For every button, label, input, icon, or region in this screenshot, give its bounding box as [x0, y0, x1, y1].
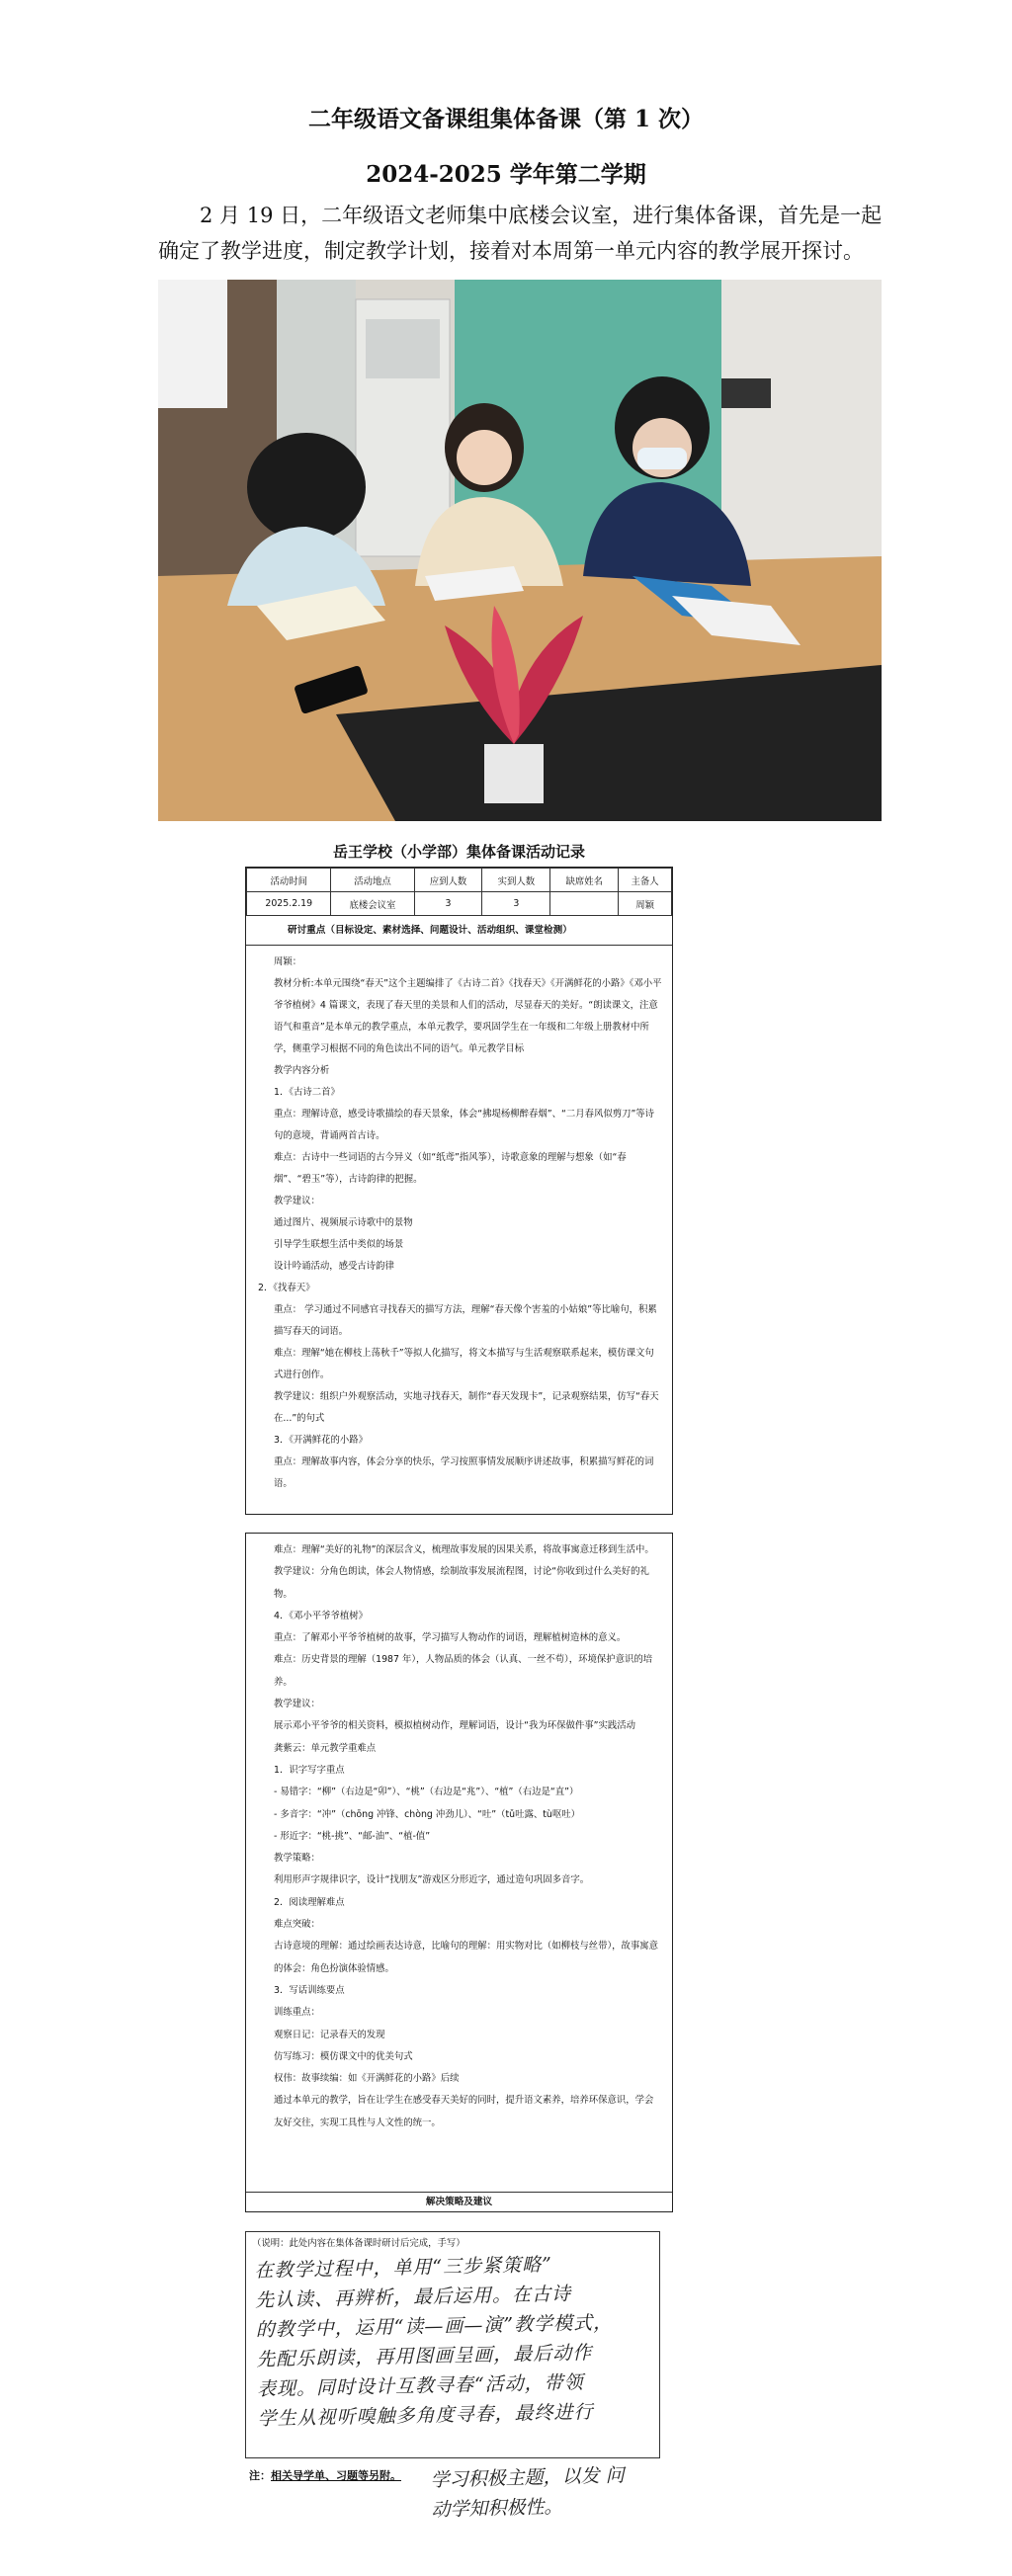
table-header-cell: 活动时间 — [247, 869, 331, 892]
record-line: 难点：理解“她在柳枝上荡秋千”等拟人化描写，将文本描写与生活观察联系起来，模仿课文句式进行创作。 — [274, 1348, 654, 1380]
record-line: 古诗意境的理解：通过绘画表达诗意，比喻句的理解：用实物对比（如柳枝与丝带），故事寓意的体会：角色扮演体验情感。 — [274, 1941, 659, 1974]
table-header-cell: 应到人数 — [414, 869, 482, 892]
record-line: 重点：理解诗意，感受诗歌描绘的春天景象，体会“拂堤杨柳醉春烟”、“二月春风似剪刀”等诗句的意境，背诵两首古诗。 — [274, 1109, 655, 1141]
record-line: 难点突破： — [274, 1919, 320, 1931]
record-line: 通过本单元的教学，旨在让学生在感受春天美好的同时，提升语文素养，培养环保意识，学会友好交往，实现工具性与人文性的统一。 — [274, 2095, 654, 2128]
handwritten-line: 在教学过程中，单用“三步紧策略” — [254, 2253, 553, 2283]
note-text: 相关导学单、习题等另附。 — [271, 2469, 401, 2482]
handwritten-note-box — [245, 2231, 660, 2458]
record-line: 教学建议： — [274, 1196, 320, 1206]
solution-heading: 解决策略及建议 — [246, 2192, 672, 2211]
record-line: 1．《古诗二首》 — [274, 1087, 340, 1098]
record-line: 教材分析:本单元围绕“春天”这个主题编排了《古诗二首》《找春天》《开满鲜花的小路》《邓小平爷爷植树》4 篇课文，表现了春天里的美景和人们的活动，尽显春天的美好。“朗读课文，注意语气和重音”是本单元的教学重点，本单元教学，要巩固学生在一年级和二年级上册教材中所学，侧重学习根据不同的角色读出不同的语气。单元教学目标 — [274, 978, 662, 1054]
record-form-title: 岳王学校（小学部）集体备课活动记录 — [332, 843, 585, 861]
attachment-note — [249, 2467, 401, 2483]
handwritten-line: 动学知积极性。 — [431, 2495, 563, 2522]
handwritten-line: 表现。同时设计互教寻春“活动，带领 — [256, 2371, 584, 2401]
record-line: 3．《开满鲜花的小路》 — [274, 1435, 369, 1446]
record-line: 教学策略： — [274, 1853, 320, 1865]
record-line: 2．阅读理解难点 — [274, 1896, 345, 1908]
record-line: 利用形声字规律识字，设计“找朋友”游戏区分形近字，通过造句巩固多音字。 — [274, 1874, 590, 1886]
record-line: 3．写话训练要点 — [274, 1984, 345, 1996]
hand-caption: （说明：此处内容在集体备课时研讨后完成，手写） — [252, 2238, 465, 2249]
record-line: 权伟：故事续编：如《开满鲜花的小路》后续 — [274, 2073, 460, 2085]
handwritten-line: 先配乐朗读，再用图画呈画，最后动作 — [256, 2342, 593, 2371]
handwritten-line: 学生从视听嗅触多角度寻春，最终进行 — [257, 2401, 594, 2431]
record-line: 教学建议：组织户外观察活动，实地寻找春天，制作“春天发现卡”，记录观察结果，仿写“春天在...”的句式 — [274, 1391, 659, 1424]
record-line: 观察日记：记录春天的发现 — [274, 2029, 385, 2040]
record-line: 重点：了解邓小平爷爷植树的故事，学习描写人物动作的词语，理解植树造林的意义。 — [274, 1632, 627, 1644]
record-line: 龚紫云：单元教学重难点 — [274, 1742, 377, 1754]
record-line: 训练重点： — [274, 2007, 320, 2019]
record-line: 周颖： — [274, 956, 302, 967]
table-cell: 底楼会议室 — [331, 892, 414, 916]
record-line: 1．识字写字重点 — [274, 1764, 345, 1776]
handwritten-line: 的教学中，运用“读—画—演”教学模式， — [255, 2311, 614, 2342]
record-line: 重点：理解故事内容，体会分享的快乐，学习按照事情发展顺序讲述故事，积累描写鲜花的词语。 — [274, 1456, 654, 1489]
record-line: 难点：理解“美好的礼物”的深层含义，梳理故事发展的因果关系，将故事寓意迁移到生活中。 — [274, 1544, 654, 1555]
record-line: 2．《找春天》 — [258, 1283, 315, 1293]
table-cell: 周颖 — [619, 892, 672, 916]
record-line: 教学建议： — [274, 1699, 320, 1710]
handwritten-line: 先认读、再辨析，最后运用。在古诗 — [254, 2283, 572, 2312]
record-line: 难点：古诗中一些词语的古今异义（如“纸鸢”指风筝），诗歌意象的理解与想象（如“春烟”、“碧玉”等），古诗韵律的把握。 — [274, 1152, 627, 1185]
record-form-page-2 — [245, 1533, 673, 2212]
research-focus-heading: 研讨重点（目标设定、素材选择、问题设计、活动组织、课堂检测） — [246, 916, 672, 946]
record-line: 仿写练习：模仿课文中的优美句式 — [274, 2050, 413, 2062]
handwritten-text — [254, 2248, 653, 2434]
record-line: - 易错字：“柳”（右边是“卯”）、“桃”（右边是“兆”）、“植”（右边是“直”） — [274, 1787, 579, 1798]
record-line: 难点：历史背景的理解（1987 年），人物品质的体会（认真、一丝不苟），环境保护意识的培养。 — [274, 1654, 653, 1688]
handwritten-tail — [430, 2459, 678, 2526]
record-line: 4．《邓小平爷爷植树》 — [274, 1610, 369, 1621]
table-header-row — [247, 869, 672, 892]
document-title: 二年级语文备课组集体备课（第 1 次） — [307, 106, 705, 132]
table-cell: 3 — [414, 892, 482, 916]
record-content-1 — [246, 946, 672, 1495]
record-line: 教学内容分析 — [274, 1065, 330, 1076]
handwritten-line: 学习积极主题，以发 问 — [430, 2464, 625, 2492]
record-line: 引导学生联想生活中类似的场景 — [274, 1239, 404, 1250]
record-line: 展示邓小平爷爷的相关资料，模拟植树动作，理解词语，设计“我为环保做件事”实践活动 — [274, 1720, 635, 1732]
record-line: 重点： 学习通过不同感官寻找春天的描写方法，理解“春天像个害羞的小姑娘”等比喻句，积累描写春天的词语。 — [274, 1304, 657, 1337]
record-line: 教学建议：分角色朗读，体会人物情感，绘制故事发展流程图，讨论“你收到过什么美好的礼物。 — [274, 1566, 649, 1600]
table-row — [247, 892, 672, 916]
note-label: 注： — [249, 2469, 271, 2482]
record-line: 设计吟诵活动，感受古诗韵律 — [274, 1261, 394, 1272]
table-header-cell: 实到人数 — [482, 869, 550, 892]
table-header-cell: 主备人 — [619, 869, 672, 892]
activity-record-table — [246, 868, 672, 916]
record-content-2 — [246, 1534, 672, 2134]
record-form-page-1 — [245, 867, 673, 1515]
meeting-photo — [158, 280, 882, 821]
term-heading: 2024-2025 学年第二学期 — [366, 161, 646, 188]
table-header-cell: 活动地点 — [331, 869, 414, 892]
table-cell — [550, 892, 619, 916]
table-header-cell: 缺席姓名 — [550, 869, 619, 892]
intro-paragraph: 2 月 19 日，二年级语文老师集中底楼会议室，进行集体备课，首先是一起确定了教学进度，制定教学计划，接着对本周第一单元内容的教学展开探讨。 — [158, 204, 883, 263]
record-line: - 多音字：“冲”（chōng 冲锋、chòng 冲劲儿）、“吐”（tǔ吐露、tù呕吐） — [274, 1808, 580, 1820]
record-line: 通过图片、视频展示诗歌中的景物 — [274, 1217, 413, 1228]
table-cell: 2025.2.19 — [247, 892, 331, 916]
record-line: - 形近字：“桃-挑”、“邮-油”、“植-值” — [274, 1830, 431, 1842]
table-cell: 3 — [482, 892, 550, 916]
meeting-photo-illustration — [158, 280, 882, 821]
